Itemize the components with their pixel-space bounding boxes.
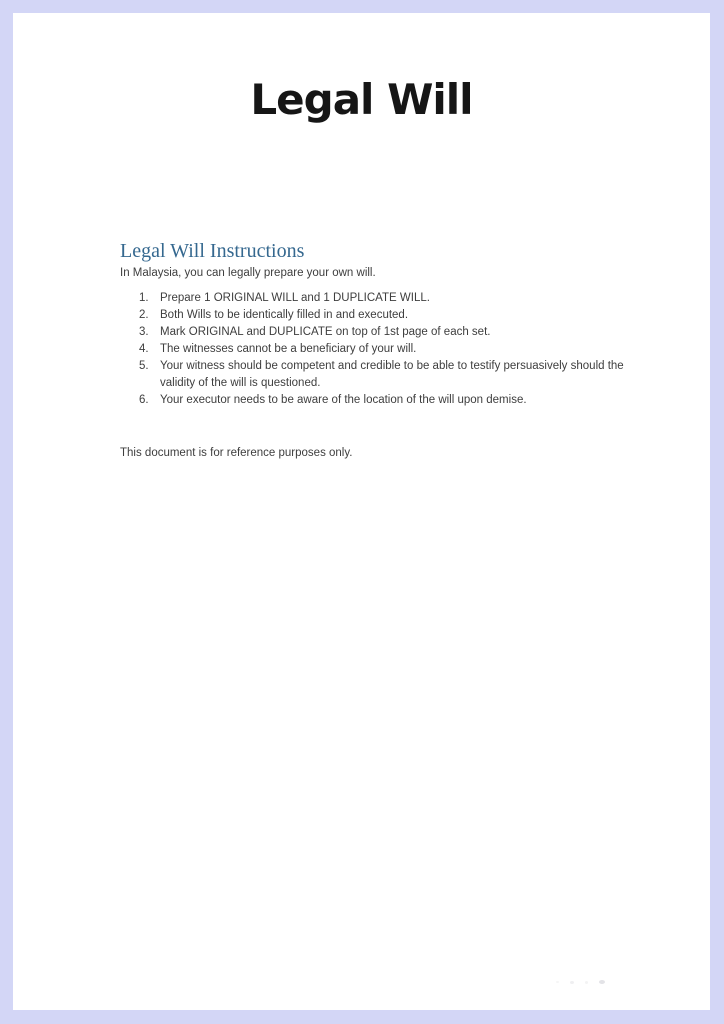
document-content — [13, 239, 710, 461]
list-item: Your executor needs to be aware of the location of the will upon demise. — [160, 394, 527, 407]
faint-watermark — [556, 980, 605, 984]
document-page — [13, 13, 710, 1010]
list-item: Mark ORIGINAL and DUPLICATE on top of 1st page of each set. — [160, 326, 491, 339]
intro-text: In Malaysia, you can legally prepare your own will. — [120, 267, 376, 280]
list-item: Prepare 1 ORIGINAL WILL and 1 DUPLICATE WILL. — [160, 292, 430, 305]
instructions-list — [120, 290, 650, 409]
reference-note: This document is for reference purposes only. — [120, 447, 353, 460]
list-item: The witnesses cannot be a beneficiary of your will. — [160, 343, 417, 356]
page-title: Legal Will — [250, 75, 473, 124]
list-item: Your witness should be competent and credible to be able to testify persuasively should the validity of the will is questioned. — [160, 360, 624, 390]
section-heading: Legal Will Instructions — [120, 240, 305, 263]
list-item: Both Wills to be identically filled in and executed. — [160, 309, 409, 322]
